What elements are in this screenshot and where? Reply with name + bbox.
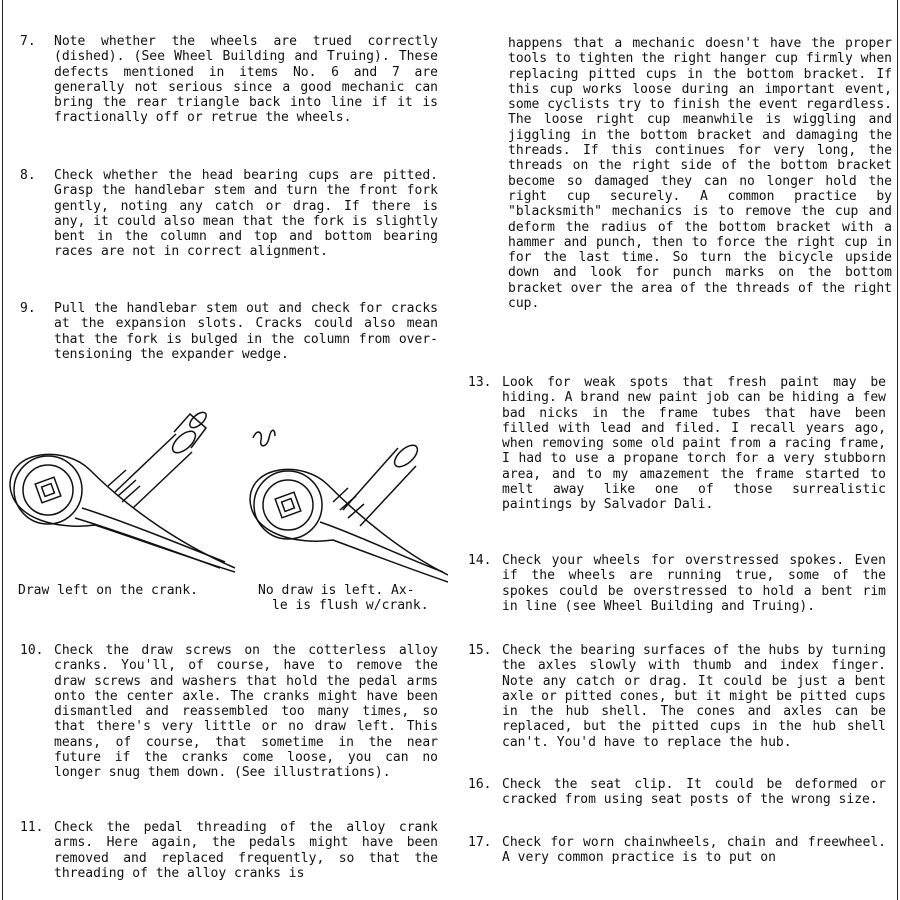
item-text: Check whether the head bearing cups are pitted. Grasp the handlebar stem and turn the front fork gently, noting any catch or drag. If there is any, it could also mean that the fork is slightly bent in the column and top and bottom bearing races are not in correct alignment. bbox=[54, 168, 438, 260]
list-item-7 bbox=[20, 34, 440, 126]
list-item-14 bbox=[468, 553, 888, 614]
caption-draw-left: Draw left on the crank. bbox=[18, 583, 199, 598]
list-item-9 bbox=[20, 301, 440, 362]
item-text: Check for worn chainwheels, chain and freewheel. A very common practice is to put on bbox=[502, 835, 886, 866]
list-item-16 bbox=[468, 777, 888, 808]
item-number: 9. bbox=[20, 301, 36, 316]
list-item-17 bbox=[468, 835, 888, 866]
list-item-11 bbox=[20, 820, 440, 881]
item-text: Look for weak spots that fresh paint may be hiding. A brand new paint job can be hiding a few bad nicks in the frame tubes that have been filled with lead and filed. I recall years ago, when removing some old paint from a racing frame, I had to use a propane torch for a very stubborn area, and to my amazement the frame started to melt away like one of those surrealistic paintings by Salvador Dali. bbox=[502, 375, 886, 513]
item-text: Check the draw screws on the cotterless alloy cranks. You'll, of course, have to remove the draw screws and washers that hold the pedal arms onto the center axle. The cranks might have been dismantled and reassembled too many times, so that there's very little or no draw left. This means, of course, that sometime in the near future if the cranks come loose, you can no longer snug them down. (See illustrations). bbox=[54, 643, 438, 781]
item-number: 13. bbox=[468, 375, 492, 390]
item-number: 11. bbox=[20, 820, 44, 835]
crank-draw-left-illustration bbox=[0, 390, 240, 575]
list-item-15 bbox=[468, 643, 888, 750]
item-text: Note whether the wheels are trued correctly (dished). (See Wheel Building and Truing). These defects mentioned in items No. 6 and 7 are generally not serious since a good mechanic can bring the rear triangle back into line if it is fractionally off or retrue the wheels. bbox=[54, 34, 438, 126]
item-text: Check the seat clip. It could be deformed or cracked from using seat posts of the wrong size. bbox=[502, 777, 886, 808]
right-border-rule bbox=[897, 0, 898, 900]
item-text: Check your wheels for overstressed spokes. Even if the wheels are running true, some of the spokes could be overstressed to hold a bent rim in line (see Wheel Building and Truing). bbox=[502, 553, 886, 614]
caption-no-draw-line1: No draw is left. Ax- bbox=[258, 583, 415, 598]
list-item-13 bbox=[468, 375, 888, 513]
item-number: 17. bbox=[468, 835, 492, 850]
item-number: 8. bbox=[20, 168, 36, 183]
list-item-10 bbox=[20, 643, 440, 781]
item-number: 10. bbox=[20, 643, 44, 658]
item-text: Check the bearing surfaces of the hubs by turning the axles slowly with thumb and index finger. Note any catch or drag. It could be just a bent axle or pitted cones, but it might be pitted cups in the hub shell. The cones and axles can be replaced, but the pitted cups in the hub shell can't. You'd have to replace the hub. bbox=[502, 643, 886, 750]
item-number: 7. bbox=[20, 34, 36, 49]
item-number: 16. bbox=[468, 777, 492, 792]
item-number: 14. bbox=[468, 553, 492, 568]
crank-no-draw-illustration bbox=[248, 410, 448, 585]
item-number: 15. bbox=[468, 643, 492, 658]
item-text: Check the pedal threading of the alloy crank arms. Here again, the pedals might have been removed and replaced frequently, so that the threading of the alloy cranks is bbox=[54, 820, 438, 881]
caption-no-draw-line2: le is flush w/crank. bbox=[272, 598, 429, 613]
list-item-8 bbox=[20, 168, 440, 260]
item-text: Pull the handlebar stem out and check for cracks at the expansion slots. Cracks could also mean that the fork is bulged in the column from over-tensioning the expander wedge. bbox=[54, 301, 438, 362]
continued-paragraph: happens that a mechanic doesn't have the proper tools to tighten the right hanger cup firmly when replacing pitted cups in the bottom bracket. If this cup works loose during an important event, some cyclists try to finish the event regardless. The loose right cup meanwhile is wiggling and jiggling in the bottom bracket and damaging the threads. If this continues for very long, the threads on the right side of the bottom bracket become so damaged they can no longer hold the right cup securely. A common practice by "blacksmith" mechanics is to remove the cup and deform the radius of the bottom bracket with a hammer and punch, then to force the right cup in for the last time. So turn the bicycle upside down and look for punch marks on the bottom bracket over the area of the threads of the right cup. bbox=[508, 36, 892, 312]
